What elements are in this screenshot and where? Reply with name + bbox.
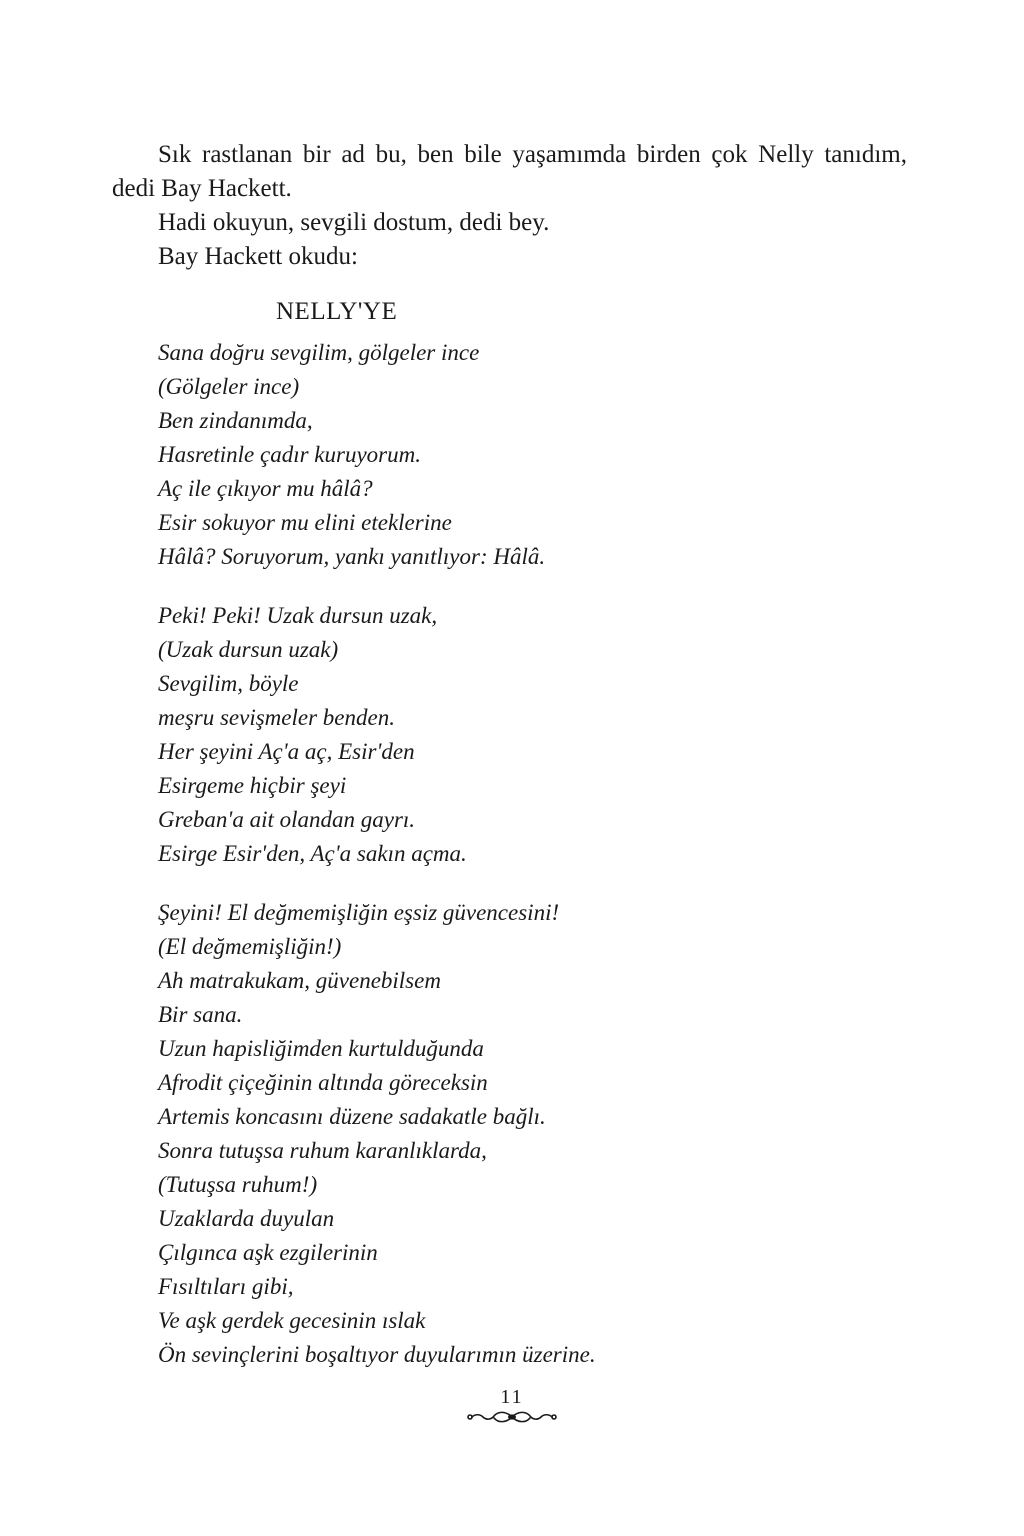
poem-stanza <box>158 896 918 1372</box>
prose-paragraph: Hadi okuyun, sevgili dostum, dedi bey. <box>158 209 550 236</box>
poem-line: Hâlâ? Soruyorum, yankı yanıtlıyor: Hâlâ. <box>158 544 546 569</box>
page-footer <box>462 1385 562 1425</box>
poem-line: Hasretinle çadır kuruyorum. <box>158 442 421 467</box>
poem-line: Uzaklarda duyulan <box>158 1206 335 1231</box>
prose-paragraph: Sık rastlanan bir ad bu, ben bile yaşamımda birden çok Nelly tanıdım, dedi Bay Hackett. <box>112 141 907 202</box>
poem-line: Esir sokuyor mu elini eteklerine <box>158 510 452 535</box>
poem-line: Ön sevinçlerini boşaltıyor duyularımın üzerine. <box>158 1342 596 1367</box>
poem-line: Ve aşk gerdek gecesinin ıslak <box>158 1308 426 1333</box>
flourish-ornament-icon <box>466 1409 558 1425</box>
poem-line: Fısıltıları gibi, <box>158 1274 294 1299</box>
poem-stanza <box>158 599 918 871</box>
poem-line: Afrodit çiçeğinin altında göreceksin <box>158 1070 488 1095</box>
poem <box>158 336 918 1397</box>
poem-line: (El değmemişliğin!) <box>158 934 342 959</box>
poem-line: Greban'a ait olandan gayrı. <box>158 807 416 832</box>
poem-line: Peki! Peki! Uzak dursun uzak, <box>158 603 438 628</box>
poem-line: Esirge Esir'den, Aç'a sakın açma. <box>158 841 467 866</box>
prose-paragraph: Bay Hackett okudu: <box>158 243 358 270</box>
poem-line: Bir sana. <box>158 1002 243 1027</box>
poem-line: Ben zindanımda, <box>158 408 313 433</box>
poem-line: Şeyini! El değmemişliğin eşsiz güvencesini! <box>158 900 560 925</box>
poem-line: Sonra tutuşsa ruhum karanlıklarda, <box>158 1138 487 1163</box>
poem-line: Aç ile çıkıyor mu hâlâ? <box>158 476 373 501</box>
poem-line: meşru sevişmeler benden. <box>158 705 395 730</box>
poem-line: Çılgınca aşk ezgilerinin <box>158 1240 378 1265</box>
poem-title: NELLY'YE <box>276 298 398 325</box>
poem-line: (Gölgeler ince) <box>158 374 300 399</box>
poem-line: Ah matrakukam, güvenebilsem <box>158 968 441 993</box>
poem-stanza <box>158 336 918 574</box>
poem-line: Sana doğru sevgilim, gölgeler ince <box>158 340 480 365</box>
page-number: 11 <box>500 1386 524 1408</box>
poem-line: Esirgeme hiçbir şeyi <box>158 773 347 798</box>
prose-block <box>112 138 907 274</box>
poem-line: Uzun hapisliğimden kurtulduğunda <box>158 1036 484 1061</box>
poem-line: (Tutuşsa ruhum!) <box>158 1172 318 1197</box>
poem-line: Sevgilim, böyle <box>158 671 299 696</box>
poem-line: Her şeyini Aç'a aç, Esir'den <box>158 739 415 764</box>
poem-line: Artemis koncasını düzene sadakatle bağlı. <box>158 1104 546 1129</box>
poem-line: (Uzak dursun uzak) <box>158 637 339 662</box>
